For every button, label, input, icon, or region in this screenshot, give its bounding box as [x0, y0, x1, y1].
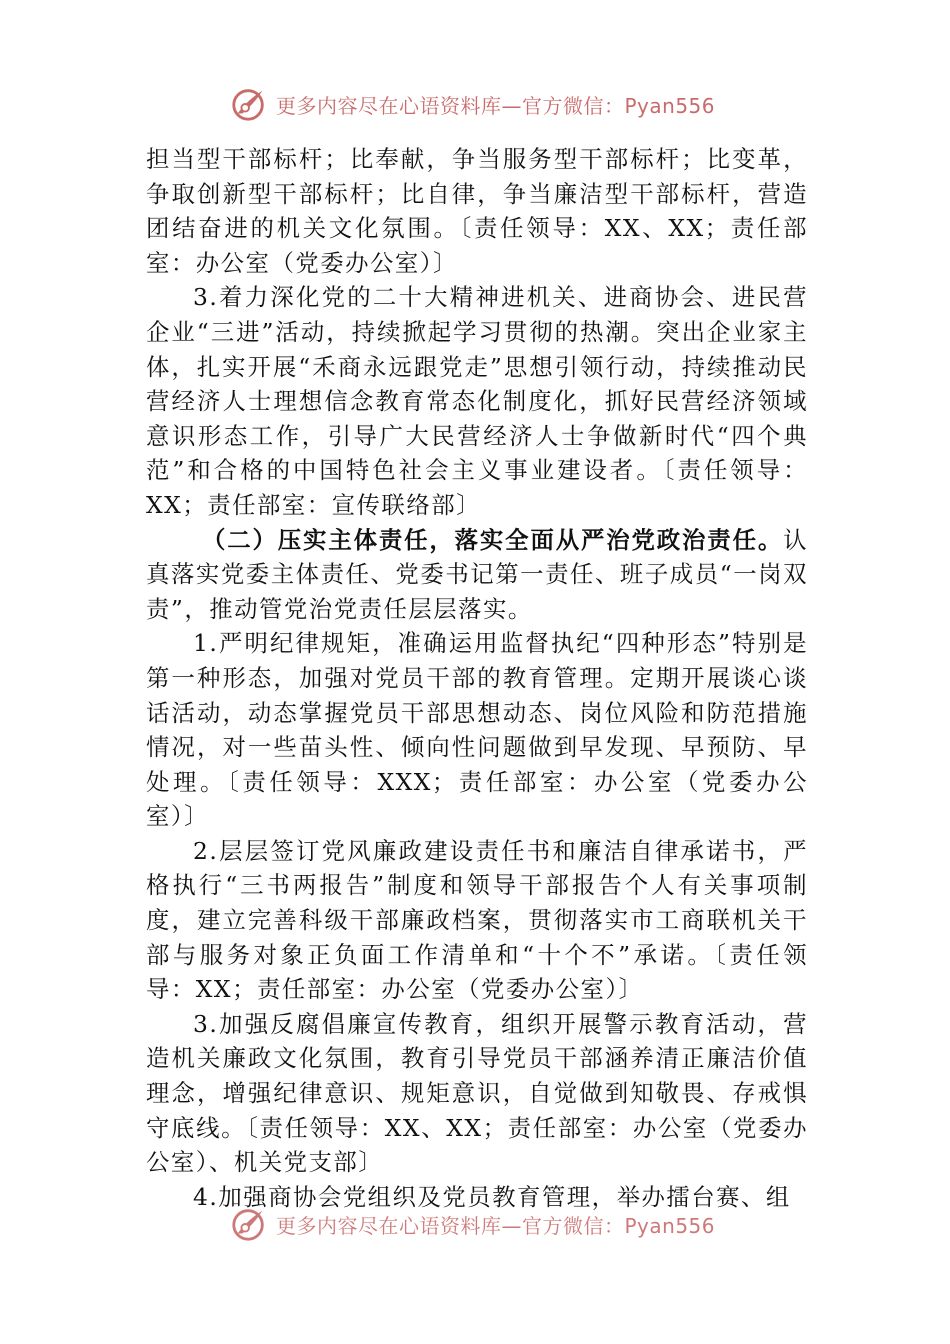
paragraph-main-responsibility — [146, 523, 808, 627]
paragraph-cadre-benchmark: 担当型干部标杆；比奉献，争当服务型干部标杆；比变革，争取创新型干部标杆；比自律，争当廉洁型干部标杆，营造团结奋进的机关文化氛围。〔责任领导：XX、XX；责任部室：办公室（党委办公室）〕 — [146, 145, 808, 277]
footer-watermark-text: 更多内容尽在心语资料库—官方微信：Pyan556 — [276, 1213, 716, 1238]
paragraph-responsibility-letters: 2.层层签订党风廉政建设责任书和廉洁自律承诺书，严格执行“三书两报告”制度和领导干部报告个人有关事项制度，建立完善科级干部廉政档案，贯彻落实市工商联机关干部与服务对象正负面工作清单和“十个不”承诺。〔责任领导：XX；责任部室：办公室（党委办公室）〕 — [146, 836, 808, 1004]
paragraph-discipline-rules: 1.严明纪律规矩，准确运用监督执纪“四种形态”特别是第一种形态，加强对党员干部的教育管理。定期开展谈心谈话活动，动态掌握党员干部思想动态、岗位风险和防范措施情况，对一些苗头性、倾向性问题做到早发现、早预防、早处理。〔责任领导：XXX；责任部室：办公室（党委办公室）〕 — [146, 629, 808, 831]
quill-seal-icon — [230, 85, 268, 123]
header-watermark-text: 更多内容尽在心语资料库—官方微信：Pyan556 — [276, 93, 716, 118]
section-heading: （二）压实主体责任，落实全面从严治党政治责任。 — [202, 525, 784, 554]
paragraph-anticorruption-education: 3.加强反腐倡廉宣传教育，组织开展警示教育活动，营造机关廉政文化氛围，教育引导党员干部涵养清正廉洁价值理念，增强纪律意识、规矩意识，自觉做到知敬畏、存戒惧守底线。〔责任领导：XX、XX；责任部室：办公室（党委办公室）、机关党支部〕 — [146, 1009, 808, 1177]
header-watermark — [230, 84, 715, 124]
footer-watermark — [230, 1204, 715, 1244]
paragraph-chamber-party-management: 4.加强商协会党组织及党员教育管理，举办擂台赛、组 — [193, 1182, 791, 1211]
document-body — [146, 142, 808, 1214]
section-heading-body: 认真落实党委主体责任、党委书记第一责任、班子成员“一岗双责”，推动管党治党责任层层落实。 — [146, 525, 808, 623]
paragraph-three-entries: 3.着力深化党的二十大精神进机关、进商协会、进民营企业“三进”活动，持续掀起学习贯彻的热潮。突出企业家主体，扎实开展“禾商永远跟党走”思想引领行动，持续推动民营经济人士理想信念教育常态化制度化，抓好民营经济领域意识形态工作，引导广大民营经济人士争做新时代“四个典范”和合格的中国特色社会主义事业建设者。〔责任领导：XX；责任部室：宣传联络部〕 — [146, 283, 808, 519]
quill-seal-icon — [230, 1205, 268, 1243]
